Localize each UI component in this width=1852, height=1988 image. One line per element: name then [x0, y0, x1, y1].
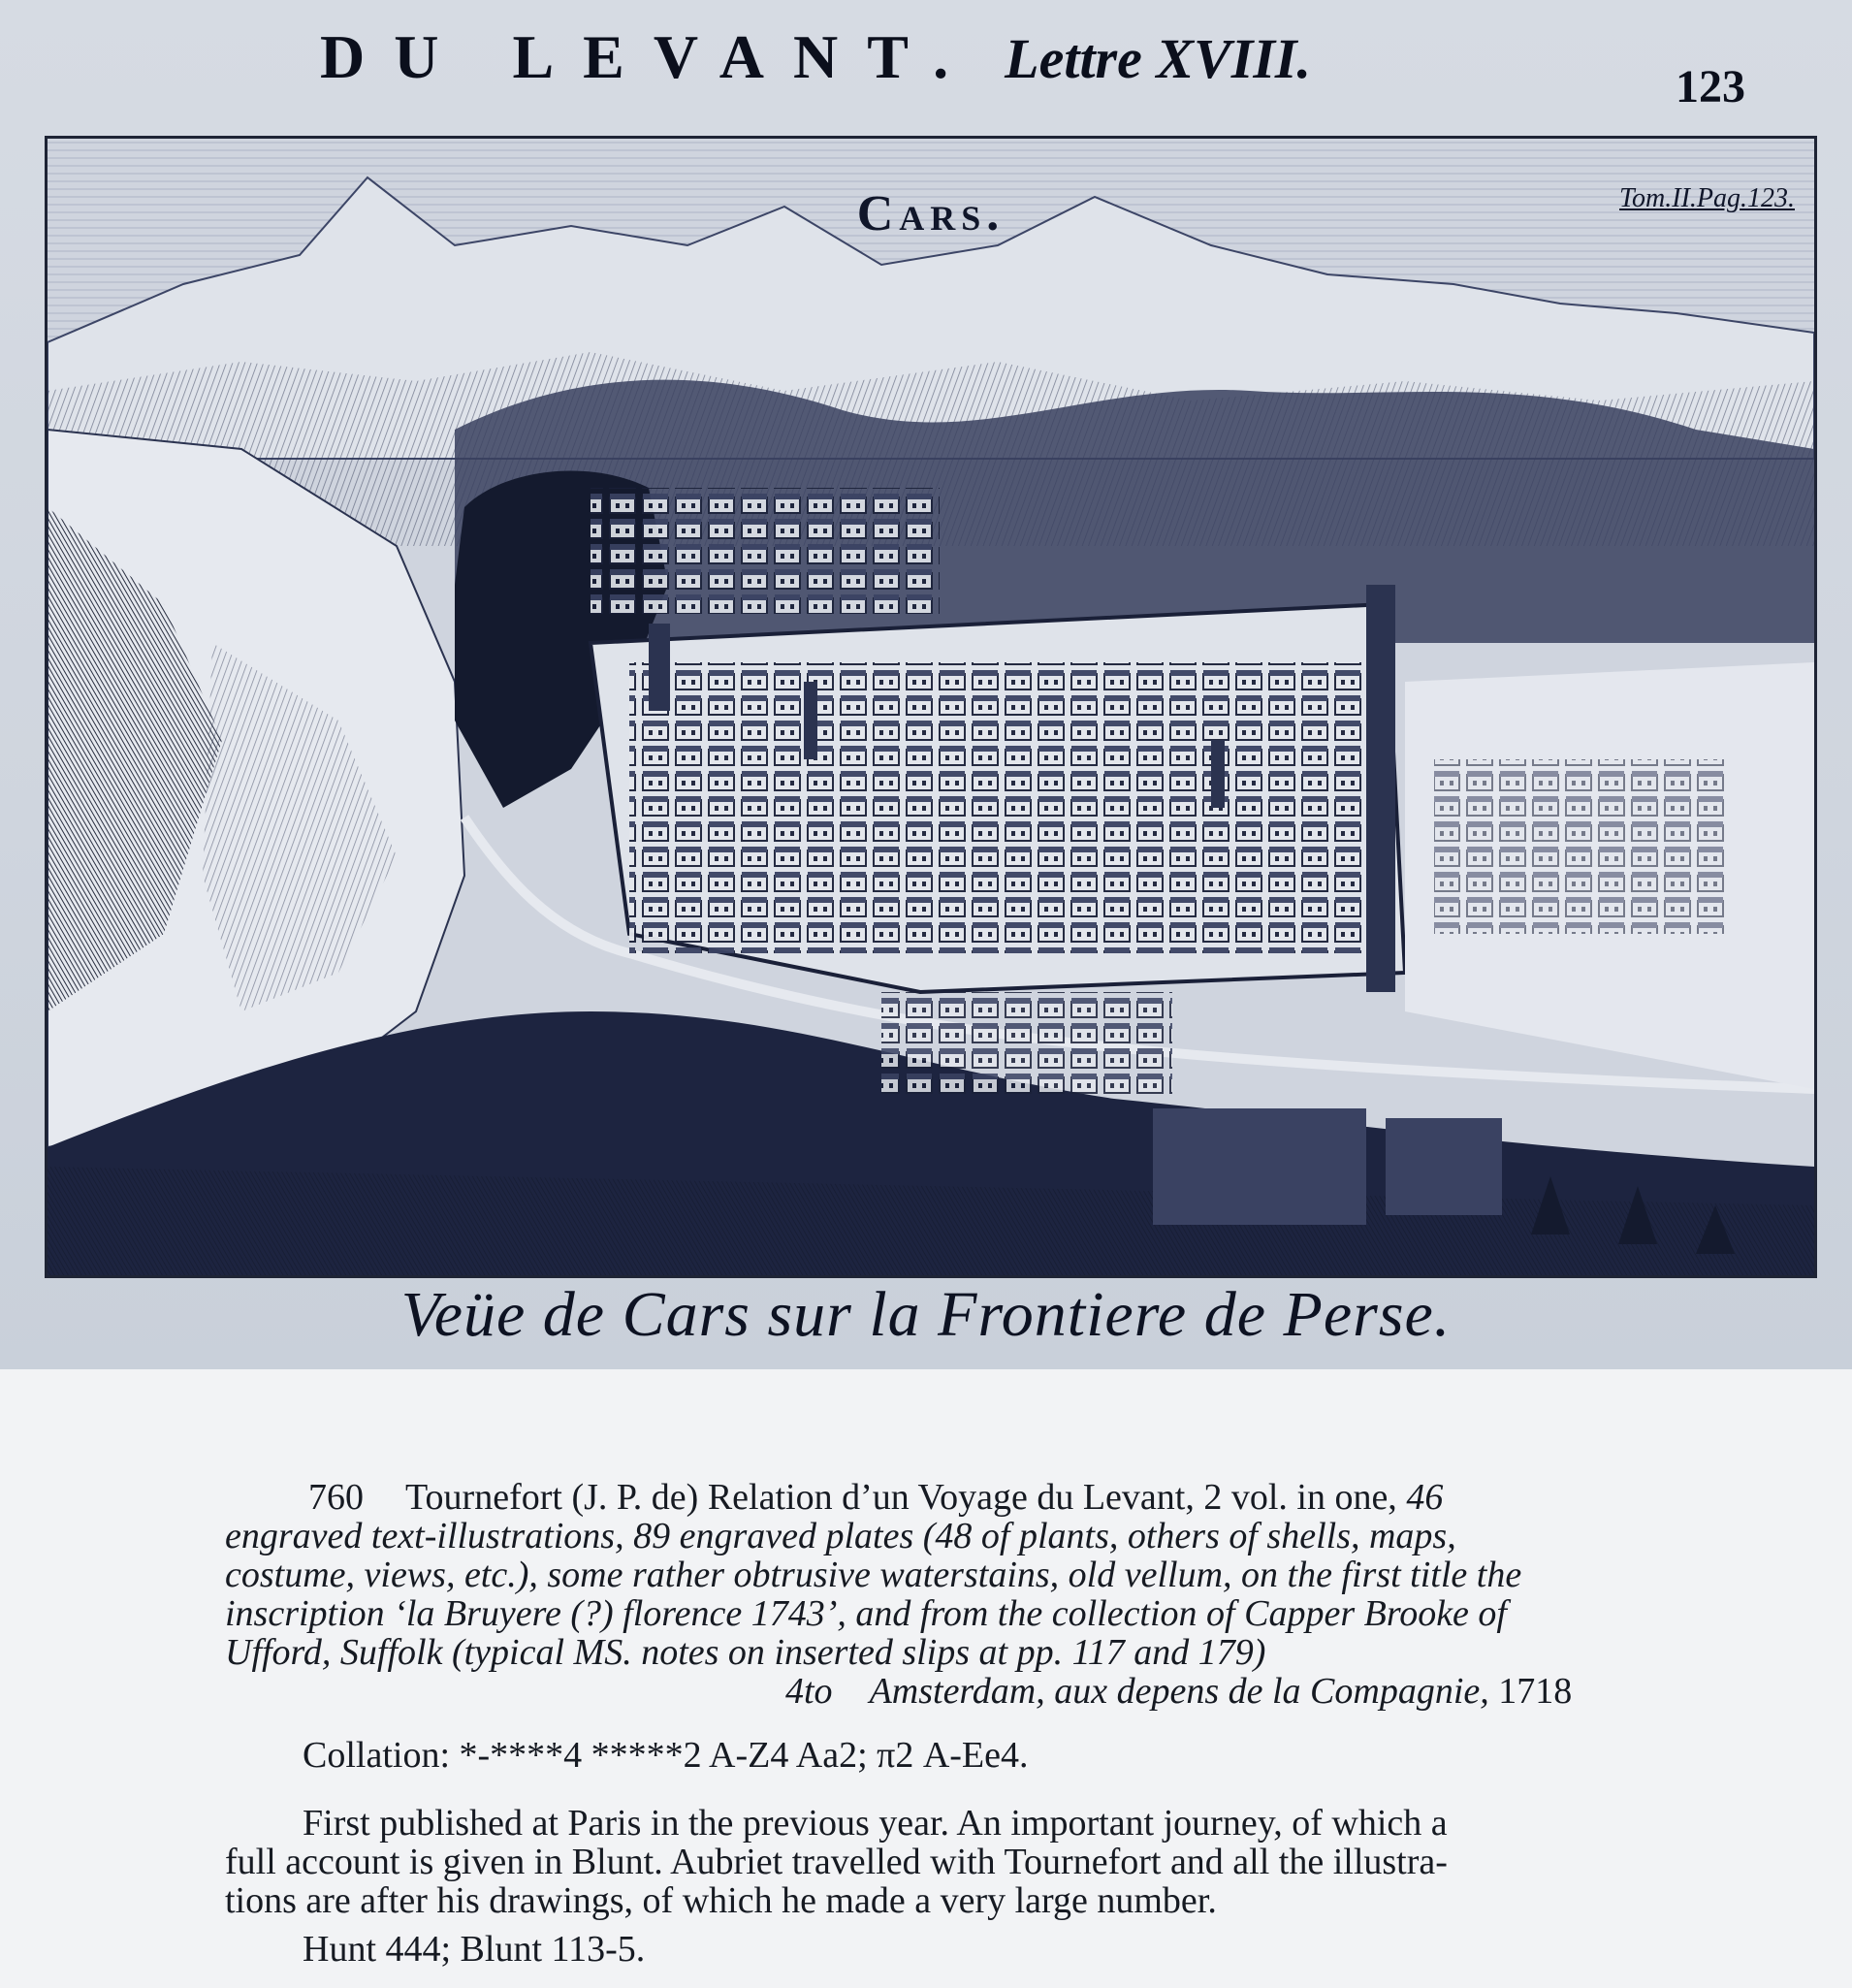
catalogue-entry-area	[0, 1369, 1852, 1988]
entry-line-1	[405, 1478, 1443, 1517]
engraving-illustration	[48, 139, 1814, 1275]
running-title: DU LEVANT.	[320, 22, 978, 91]
plate-reference: Tom.II.Pag.123.	[1619, 183, 1795, 213]
running-header	[320, 21, 1311, 109]
entry-year: 1718	[1498, 1671, 1573, 1712]
letter-number: Lettre XVIII.	[1005, 27, 1311, 90]
note-line-1: First published at Paris in the previous year. An important journey, of which a	[303, 1803, 1448, 1844]
entry-line-3: costume, views, etc.), some rather obtrusive waterstains, old vellum, on the first title the	[225, 1555, 1522, 1595]
entry-format: 4to	[785, 1671, 833, 1712]
entry-imprint	[785, 1672, 1572, 1711]
entry-illustration-count: 46	[1406, 1477, 1444, 1518]
entry-number: 760	[308, 1477, 364, 1518]
entry-line-2: engraved text-illustrations, 89 engraved plates (48 of plants, others of shells, maps,	[225, 1516, 1456, 1556]
page-number: 123	[1676, 61, 1745, 112]
entry-line-4: inscription ‘la Bruyere (?) florence 1743’, and from the collection of Capper Brooke of	[225, 1593, 1507, 1634]
engraved-plate	[45, 136, 1817, 1278]
plate-title: Cars.	[856, 186, 1006, 241]
plate-caption: Veüe de Cars sur la Frontiere de Perse.	[400, 1279, 1452, 1350]
note-line-2: full account is given in Blunt. Aubriet travelled with Tournefort and all the illustra-	[225, 1842, 1448, 1882]
entry-title: Tournefort (J. P. de) Relation d’un Voyage du Levant, 2 vol. in one,	[405, 1477, 1397, 1518]
note-line-3: tions are after his drawings, of which he made a very large number.	[225, 1880, 1217, 1921]
entry-references: Hunt 444; Blunt 113-5.	[303, 1929, 646, 1970]
entry-line-5: Ufford, Suffolk (typical MS. notes on inserted slips at pp. 117 and 179)	[225, 1632, 1266, 1673]
entry-collation: Collation: *-****4 *****2 A-Z4 Aa2; π2 A-Ee4.	[303, 1735, 1029, 1776]
entry-imprint-place: Amsterdam, aux depens de la Compagnie,	[869, 1671, 1489, 1712]
